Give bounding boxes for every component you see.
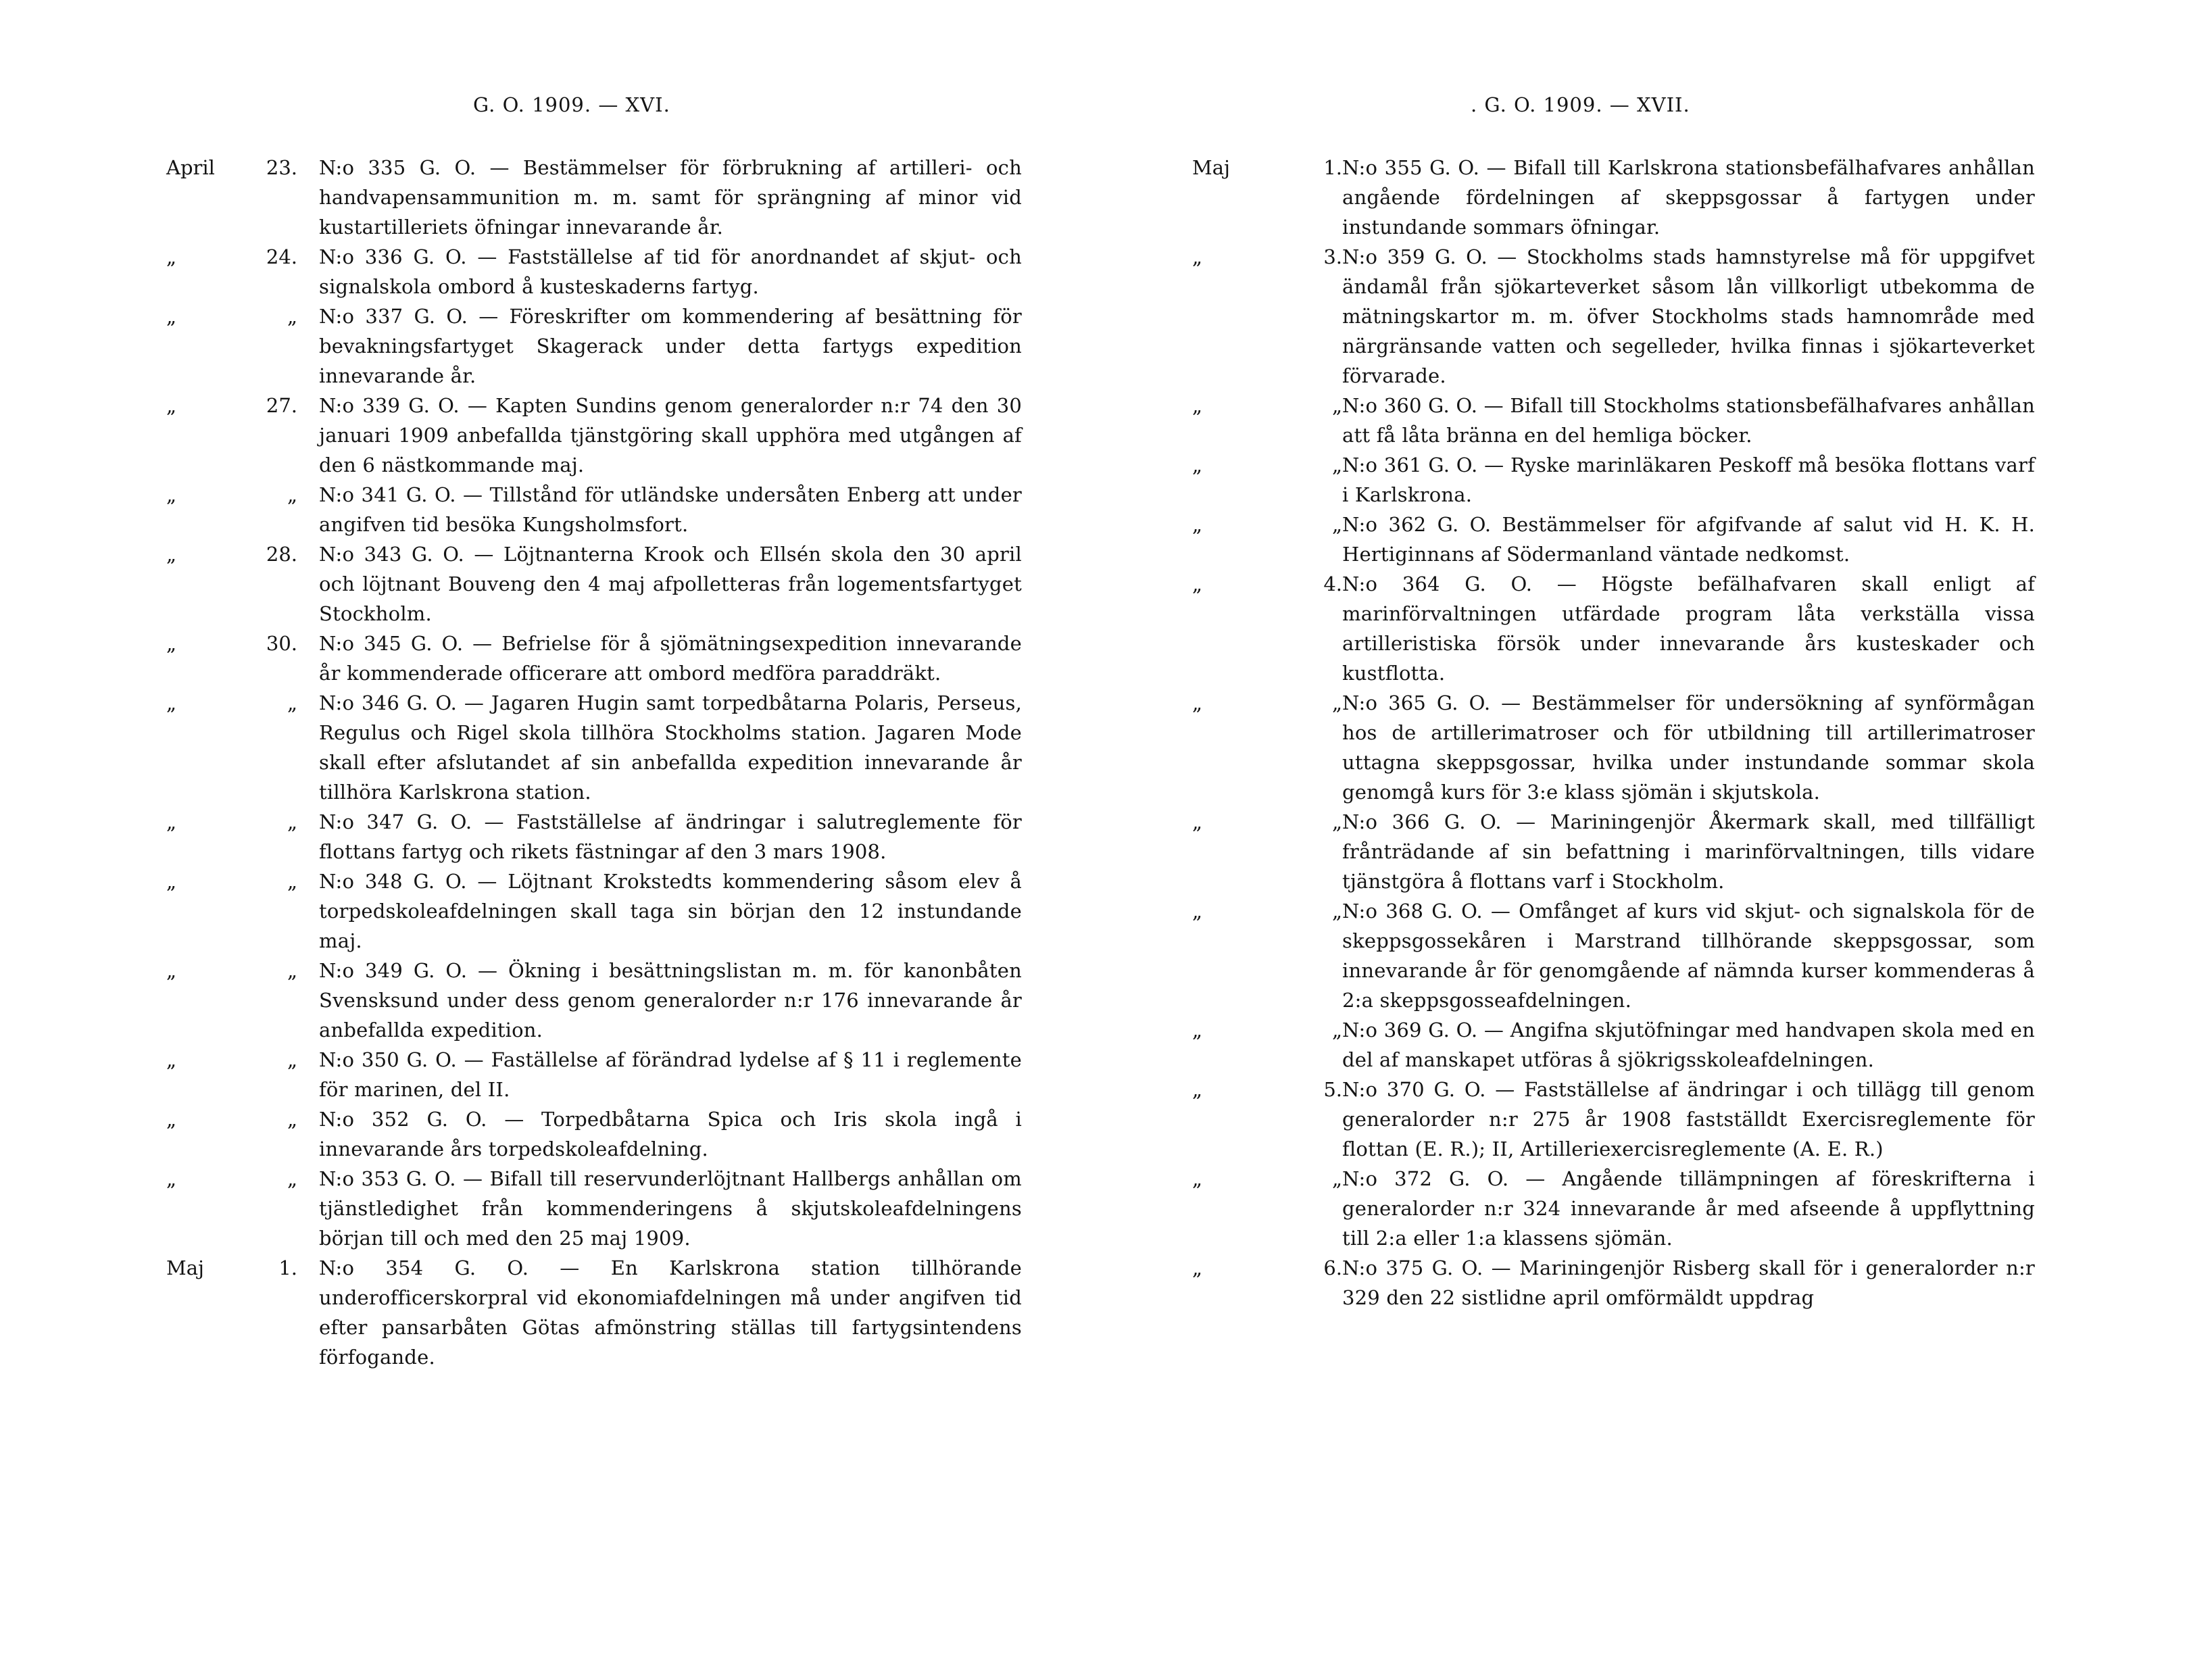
entry-month: „ (166, 691, 177, 714)
entry-text: N:o 360 G. O. — Bifall till Stockholms stationsbefälhafvares anhållan att få låta bränna en del hemliga böcker. (1342, 394, 2035, 447)
entry-day: 6. (1323, 1256, 1342, 1279)
entry-day: „ (1331, 454, 1342, 476)
entry-day: „ (1331, 394, 1342, 417)
entry-month: „ (1192, 691, 1203, 714)
list-item (0, 1164, 1022, 1253)
entry-month: „ (1192, 1167, 1203, 1190)
entry-day: 30. (266, 632, 297, 655)
entry-month: „ (1192, 1019, 1203, 1042)
entry-month: „ (1192, 1256, 1203, 1279)
entry-text: N:o 362 G. O. Bestämmelser för afgifvande af salut vid H. K. H. Hertiginnans af Södermanland väntade nedkomst. (1342, 513, 2035, 566)
list-item (1106, 1015, 2035, 1075)
entry-text: N:o 369 G. O. — Angifna skjutöfningar med handvapen skola med en del af manskapet utföras å sjökrigsskoleafdelningen. (1342, 1019, 2035, 1071)
entry-text: N:o 359 G. O. — Stockholms stads hamnstyrelse må för uppgifvet ändamål från sjökarteverket såsom lån villkorligt utbekomma de mätningskartor m. m. öfver Stockholms stads hamnområde med närgränsande vatten och segelleder, hvilka finnas i sjökarteverket förvarade. (1342, 245, 2035, 387)
entry-month: „ (166, 1048, 177, 1071)
entry-text: N:o 341 G. O. — Tillstånd för utländske undersåten Enberg att under angifven tid besöka Kungsholmsfort. (319, 483, 1022, 536)
entry-text: N:o 335 G. O. — Bestämmelser för förbrukning af artilleri- och handvapensammunition m. m. samt för sprängning af minor vid kustartilleriets öfningar innevarande år. (319, 156, 1022, 239)
entry-month: „ (1192, 810, 1203, 833)
list-item (0, 153, 1022, 242)
entry-day: „ (1331, 691, 1342, 714)
list-item (1106, 896, 2035, 1015)
entry-text: N:o 345 G. O. — Befrielse för å sjömätningsexpedition innevarande år kommenderade officerare att ombord medföra paraddräkt. (319, 632, 1022, 685)
list-item (1106, 450, 2035, 510)
entry-text: N:o 350 G. O. — Faställelse af förändrad lydelse af § 11 i reglemente för marinen, del II. (319, 1048, 1022, 1101)
entry-month: „ (1192, 900, 1203, 923)
list-item (1106, 569, 2035, 688)
entry-month: April (166, 156, 215, 179)
list-item (1106, 688, 2035, 807)
entry-month: „ (166, 1167, 177, 1190)
entry-text: N:o 353 G. O. — Bifall till reservunderlöjtnant Hallbergs anhållan om tjänstledighet från kommenderingens å skjutskoleafdelningens början till och med den 25 maj 1909. (319, 1167, 1022, 1250)
list-item (0, 956, 1022, 1045)
entry-month: „ (166, 394, 177, 417)
list-item (1106, 1075, 2035, 1164)
entry-month: „ (1192, 1078, 1203, 1101)
entry-list (1106, 153, 2035, 1313)
entry-day: „ (1331, 900, 1342, 923)
entry-month: „ (1192, 245, 1203, 268)
entry-day: „ (287, 1108, 297, 1131)
entry-text: N:o 372 G. O. — Angående tillämpningen af föreskrifterna i generalorder n:r 324 innevarande år med afseende å uppflyttning till 2:a eller 1:a klassens sjömän. (1342, 1167, 2035, 1250)
entry-month: Maj (166, 1256, 204, 1279)
list-item (0, 301, 1022, 391)
entry-text: N:o 365 G. O. — Bestämmelser för undersökning af synförmågan hos de artillerimatroser och för utbildning till artillerimatroser uttagna skeppsgossar, hvilka under instundande sommar skola genomgå kurs för 3:e klass sjömän i skjutskola. (1342, 691, 2035, 804)
entry-day: 1. (278, 1256, 297, 1279)
entry-day: „ (287, 959, 297, 982)
entry-day: 3. (1323, 245, 1342, 268)
entry-text: N:o 339 G. O. — Kapten Sundins genom generalorder n:r 74 den 30 januari 1909 anbefallda tjänstgöring skall upphöra med utgången af den 6 nästkommande maj. (319, 394, 1022, 476)
entry-text: N:o 336 G. O. — Fastställelse af tid för anordnandet af skjut- och signalskola ombord å kusteskaderns fartyg. (319, 245, 1022, 298)
list-item (1106, 807, 2035, 896)
list-item (1106, 510, 2035, 569)
list-item (0, 1104, 1022, 1164)
right-page (1106, 0, 2212, 1666)
entry-month: „ (166, 870, 177, 893)
list-item (0, 480, 1022, 539)
entry-month: „ (166, 245, 177, 268)
entry-day: 1. (1323, 156, 1342, 179)
entry-day: „ (287, 483, 297, 506)
entry-day: „ (287, 1048, 297, 1071)
entry-list (0, 153, 1022, 1372)
entry-text: N:o 349 G. O. — Ökning i besättningslistan m. m. för kanonbåten Svensksund under dess genom generalorder n:r 176 innevarande år anbefallda expedition. (319, 959, 1022, 1042)
entry-month: „ (1192, 572, 1203, 595)
entry-day: 5. (1323, 1078, 1342, 1101)
entry-day: „ (1331, 810, 1342, 833)
list-item (0, 539, 1022, 629)
entry-month: Maj (1192, 156, 1230, 179)
entry-month: „ (1192, 513, 1203, 536)
entry-text: N:o 364 G. O. — Högste befälhafvaren skall enligt af marinförvaltningen utfärdade program låta verkställa vissa artilleristiska försök under innevarande års kusteskader och kustflotta. (1342, 572, 2035, 685)
entry-month: „ (166, 959, 177, 982)
entry-month: „ (166, 632, 177, 655)
list-item (0, 1045, 1022, 1104)
entry-text: N:o 337 G. O. — Föreskrifter om kommendering af besättning för bevakningsfartyget Skagerack under detta fartygs expedition innevarande år. (319, 305, 1022, 387)
entry-day: 4. (1323, 572, 1342, 595)
list-item (1106, 1253, 2035, 1313)
list-item (1106, 153, 2035, 242)
entry-text: N:o 375 G. O. — Mariningenjör Risberg skall för i generalorder n:r 329 den 22 sistlidne april omförmäldt uppdrag (1342, 1256, 2035, 1309)
list-item (0, 866, 1022, 956)
entry-text: N:o 348 G. O. — Löjtnant Krokstedts kommendering såsom elev å torpedskoleafdelningen skall taga sin början den 12 instundande maj. (319, 870, 1022, 952)
entry-text: N:o 355 G. O. — Bifall till Karlskrona stationsbefälhafvares anhållan angående fördelningen af skeppsgossar å fartygen under instundande sommars öfningar. (1342, 156, 2035, 239)
entry-text: N:o 352 G. O. — Torpedbåtarna Spica och Iris skola ingå i innevarande års torpedskoleafdelning. (319, 1108, 1022, 1160)
entry-day: 27. (266, 394, 297, 417)
entry-month: „ (166, 483, 177, 506)
entry-day: 28. (266, 543, 297, 566)
entry-text: N:o 347 G. O. — Fastställelse af ändringar i salutreglemente för flottans fartyg och rikets fästningar af den 3 mars 1908. (319, 810, 1022, 863)
list-item (1106, 391, 2035, 450)
list-item (1106, 242, 2035, 391)
entry-day: „ (287, 870, 297, 893)
entry-day: „ (287, 305, 297, 328)
entry-month: „ (166, 1108, 177, 1131)
entry-text: N:o 370 G. O. — Fastställelse af ändringar i och tillägg till genom generalorder n:r 275 år 1908 fastställdt Exercisreglemente för flottan (E. R.); II, Artilleriexercisreglemente (A. E. R.) (1342, 1078, 2035, 1160)
entry-day: „ (287, 810, 297, 833)
entry-month: „ (166, 543, 177, 566)
entry-text: N:o 361 G. O. — Ryske marinläkaren Peskoff må besöka flottans varf i Karlskrona. (1342, 454, 2035, 506)
page-header: . G. O. 1909. — XVII. (1471, 93, 1690, 116)
entry-text: N:o 343 G. O. — Löjtnanterna Krook och Ellsén skola den 30 april och löjtnant Bouveng den 4 maj afpolletteras från logementsfartyget Stockholm. (319, 543, 1022, 625)
entry-text: N:o 346 G. O. — Jagaren Hugin samt torpedbåtarna Polaris, Perseus, Regulus och Rigel skola tillhöra Stockholms station. Jagaren Mode skall efter afslutandet af sin anbefallda expedition innevarande år tillhöra Karlskrona station. (319, 691, 1022, 804)
list-item (0, 1253, 1022, 1372)
entry-day: 23. (266, 156, 297, 179)
entry-text: N:o 368 G. O. — Omfånget af kurs vid skjut- och signalskola för de skeppsgossekåren i Marstrand tillhörande skeppsgossar, som innevarande år för genomgående af nämnda kurser kommenderas å 2:a skeppsgosseafdelningen. (1342, 900, 2035, 1012)
entry-text: N:o 366 G. O. — Mariningenjör Åkermark skall, med tillfälligt frånträdande af sin befattning i marinförvaltningen, tills vidare tjänstgöra å flottans varf i Stockholm. (1342, 810, 2035, 893)
list-item (0, 242, 1022, 301)
list-item (1106, 1164, 2035, 1253)
entry-text: N:o 354 G. O. — En Karlskrona station tillhörande underofficerskorpral vid ekonomiafdelningen må under angifven tid efter pansarbåten Götas afmönstring ställas till fartygsintendens förfogande. (319, 1256, 1022, 1369)
entry-day: „ (1331, 513, 1342, 536)
list-item (0, 629, 1022, 688)
entry-day: „ (287, 691, 297, 714)
list-item (0, 391, 1022, 480)
entry-month: „ (166, 810, 177, 833)
entry-month: „ (1192, 454, 1203, 476)
entry-day: „ (1331, 1167, 1342, 1190)
entry-month: „ (1192, 394, 1203, 417)
entry-day: 24. (266, 245, 297, 268)
list-item (0, 807, 1022, 866)
entry-month: „ (166, 305, 177, 328)
page-header: G. O. 1909. — XVI. (473, 93, 670, 116)
entry-day: „ (287, 1167, 297, 1190)
entry-day: „ (1331, 1019, 1342, 1042)
list-item (0, 688, 1022, 807)
